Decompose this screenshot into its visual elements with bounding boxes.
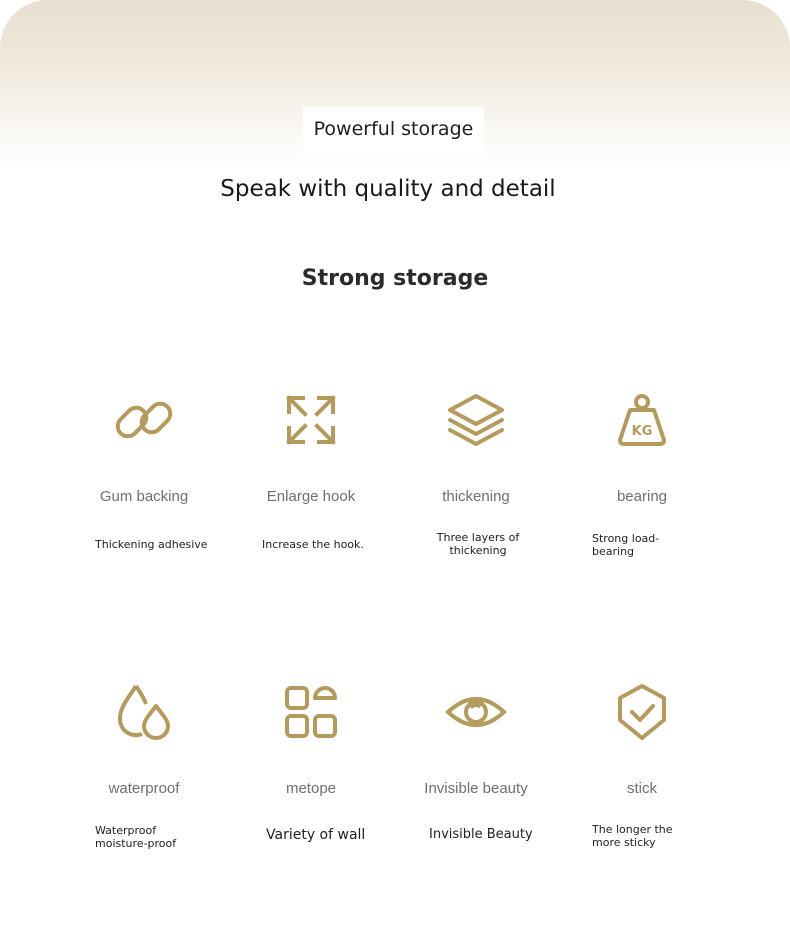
feature-label: bearing [616, 488, 668, 505]
shield-check-icon [610, 680, 674, 744]
feature-label: Enlarge hook [266, 488, 356, 505]
feature-desc: Invisible Beauty [429, 827, 533, 842]
feature-desc: Variety of wall [266, 827, 366, 843]
feature-desc: Thickening adhesive [95, 538, 208, 551]
feature-desc: Three layers of thickening [436, 531, 520, 557]
feature-label: Gum backing [99, 488, 189, 505]
banner-subtitle: Speak with quality and detail [220, 176, 556, 202]
feature-label: waterproof [108, 780, 180, 797]
svg-text:KG: KG [631, 424, 653, 439]
tiles-icon [279, 680, 343, 744]
layers-icon [444, 388, 508, 452]
feature-desc: The longer the more sticky [592, 823, 673, 849]
feature-desc: Increase the hook. [262, 538, 364, 551]
feature-label: stick [627, 780, 657, 797]
banner-tag: Powerful storage [313, 118, 474, 140]
feature-label: thickening [442, 488, 510, 505]
feature-label: metope [285, 780, 337, 797]
link-icon [112, 388, 176, 452]
feature-desc: Waterproof moisture-proof [95, 824, 177, 850]
water-drops-icon [112, 680, 176, 744]
eye-icon [444, 680, 508, 744]
feature-desc: Strong load- bearing [592, 532, 660, 558]
expand-icon [279, 388, 343, 452]
section-title: Strong storage [301, 266, 489, 291]
feature-label: Invisible beauty [424, 780, 528, 797]
weight-icon [610, 388, 674, 452]
